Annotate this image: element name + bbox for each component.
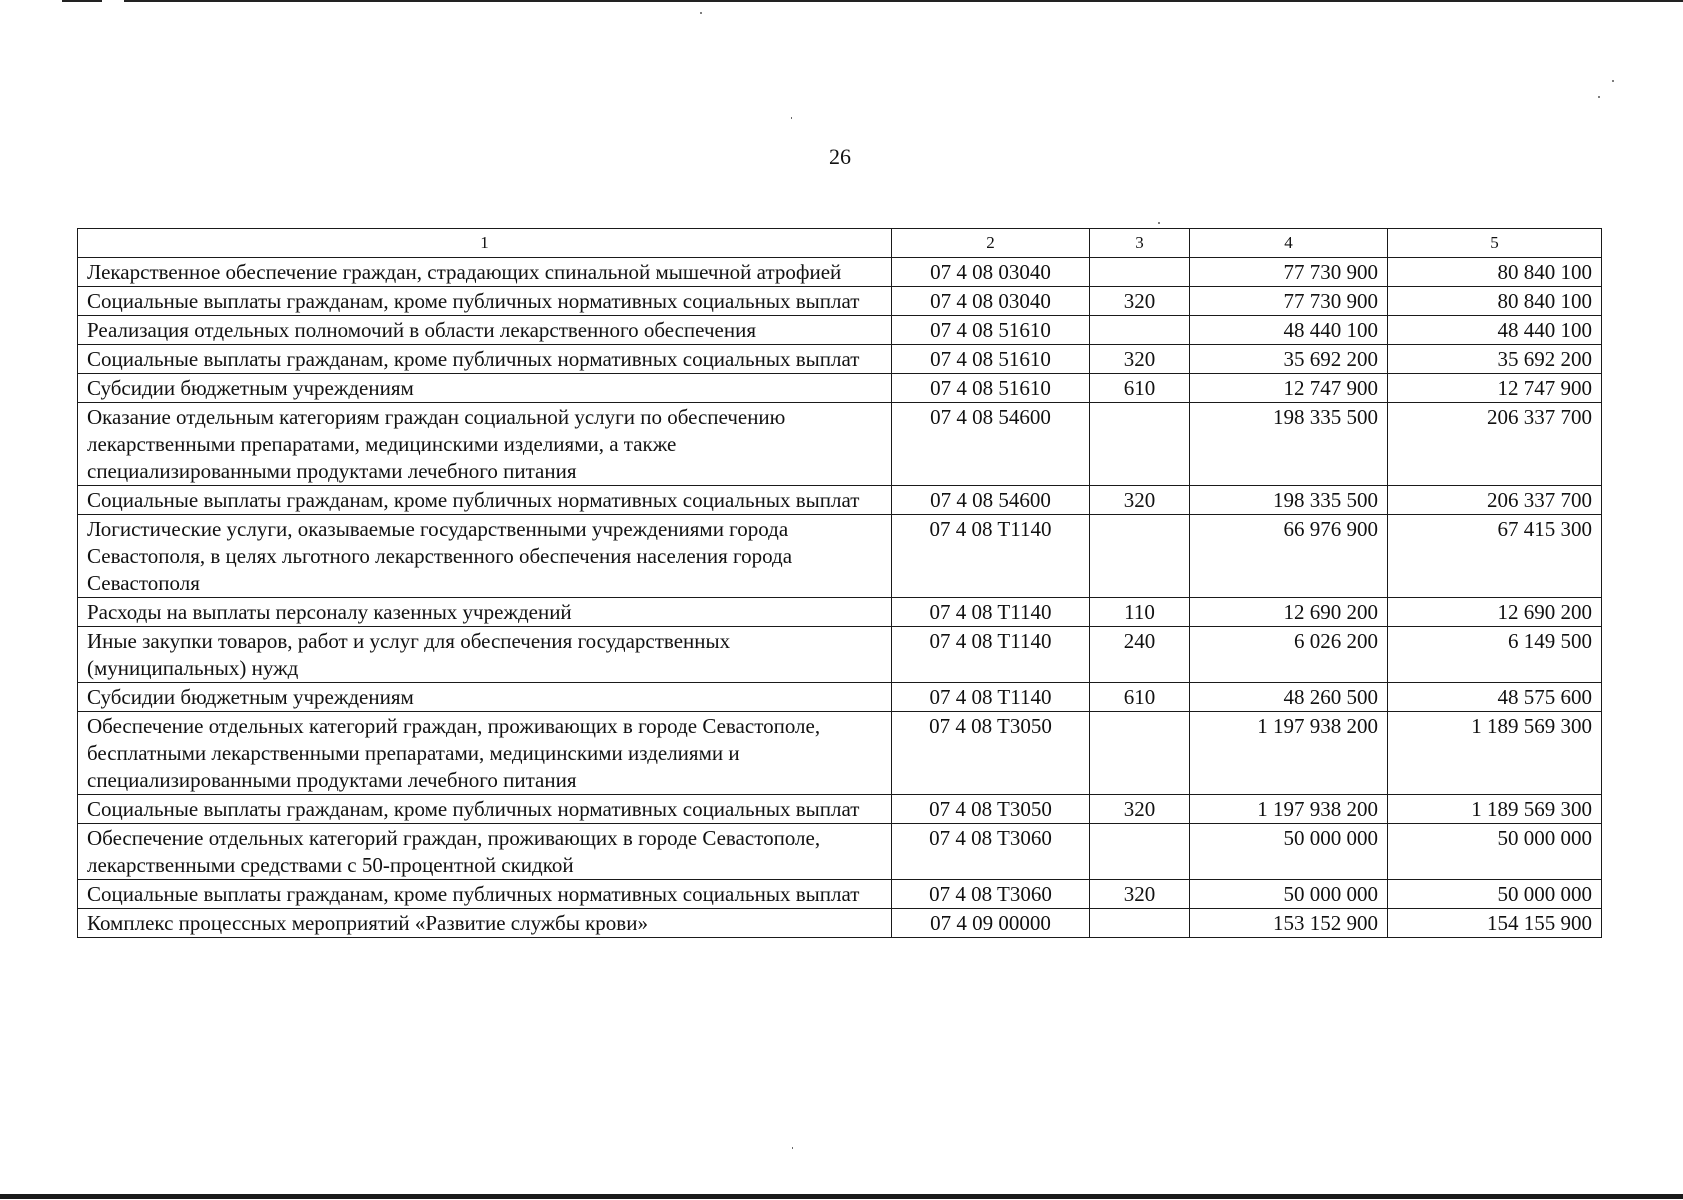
- row-amount-year1-cell: 48 440 100: [1190, 316, 1388, 345]
- row-expense-type-cell: 110: [1090, 598, 1190, 627]
- row-amount-year1-cell: 198 335 500: [1190, 486, 1388, 515]
- row-amount-year2-cell: 206 337 700: [1388, 403, 1602, 486]
- table-body: [78, 258, 1602, 938]
- row-amount-year1-cell: 153 152 900: [1190, 909, 1388, 938]
- row-expense-type-cell: 320: [1090, 486, 1190, 515]
- row-amount-year2-cell: 35 692 200: [1388, 345, 1602, 374]
- row-amount-year1-cell: 66 976 900: [1190, 515, 1388, 598]
- table-row: [78, 345, 1602, 374]
- row-expense-type-cell: 610: [1090, 374, 1190, 403]
- row-code-cell: 07 4 08 T1140: [892, 627, 1090, 683]
- row-expense-type-cell: 320: [1090, 287, 1190, 316]
- scan-edge-top-left: [62, 0, 102, 2]
- row-code-cell: 07 4 08 54600: [892, 486, 1090, 515]
- row-amount-year1-cell: 77 730 900: [1190, 258, 1388, 287]
- row-code-cell: 07 4 08 T3050: [892, 795, 1090, 824]
- table-row: [78, 627, 1602, 683]
- row-name-cell: Социальные выплаты гражданам, кроме публичных нормативных социальных выплат: [78, 880, 892, 909]
- row-code-cell: 07 4 08 T3060: [892, 880, 1090, 909]
- table-row: [78, 683, 1602, 712]
- table-row: [78, 403, 1602, 486]
- row-name-cell: Обеспечение отдельных категорий граждан, проживающих в городе Севастополе, бесплатными лекарственными препаратами, медицинскими изделиями и специализированными продуктами лечебного питания: [78, 712, 892, 795]
- row-amount-year1-cell: 35 692 200: [1190, 345, 1388, 374]
- scan-edge-top: [124, 0, 1683, 2]
- scan-speck: [1158, 222, 1160, 224]
- row-name-cell: Социальные выплаты гражданам, кроме публичных нормативных социальных выплат: [78, 795, 892, 824]
- row-expense-type-cell: [1090, 258, 1190, 287]
- row-amount-year2-cell: 80 840 100: [1388, 258, 1602, 287]
- row-expense-type-cell: 240: [1090, 627, 1190, 683]
- row-amount-year2-cell: 206 337 700: [1388, 486, 1602, 515]
- scan-speck: [792, 1147, 793, 1149]
- row-name-cell: Субсидии бюджетным учреждениям: [78, 374, 892, 403]
- row-amount-year2-cell: 48 575 600: [1388, 683, 1602, 712]
- column-header: 1: [78, 229, 892, 258]
- row-expense-type-cell: 320: [1090, 880, 1190, 909]
- table-header-row: [78, 229, 1602, 258]
- row-amount-year2-cell: 154 155 900: [1388, 909, 1602, 938]
- row-name-cell: Комплекс процессных мероприятий «Развитие службы крови»: [78, 909, 892, 938]
- row-amount-year1-cell: 48 260 500: [1190, 683, 1388, 712]
- row-code-cell: 07 4 08 T3050: [892, 712, 1090, 795]
- budget-table: [77, 228, 1602, 938]
- row-code-cell: 07 4 08 51610: [892, 374, 1090, 403]
- row-code-cell: 07 4 08 03040: [892, 258, 1090, 287]
- row-code-cell: 07 4 08 03040: [892, 287, 1090, 316]
- table-row: [78, 880, 1602, 909]
- row-expense-type-cell: [1090, 316, 1190, 345]
- row-code-cell: 07 4 08 T1140: [892, 598, 1090, 627]
- page-number: 26: [829, 144, 851, 169]
- row-name-cell: Реализация отдельных полномочий в области лекарственного обеспечения: [78, 316, 892, 345]
- row-amount-year2-cell: 67 415 300: [1388, 515, 1602, 598]
- table-row: [78, 374, 1602, 403]
- row-amount-year1-cell: 12 747 900: [1190, 374, 1388, 403]
- row-expense-type-cell: [1090, 712, 1190, 795]
- row-name-cell: Социальные выплаты гражданам, кроме публичных нормативных социальных выплат: [78, 287, 892, 316]
- row-expense-type-cell: [1090, 824, 1190, 880]
- column-header: 5: [1388, 229, 1602, 258]
- scan-speck: [1612, 80, 1614, 82]
- row-expense-type-cell: [1090, 515, 1190, 598]
- row-code-cell: 07 4 08 51610: [892, 316, 1090, 345]
- table-row: [78, 712, 1602, 795]
- row-code-cell: 07 4 08 T1140: [892, 683, 1090, 712]
- row-amount-year2-cell: 48 440 100: [1388, 316, 1602, 345]
- row-expense-type-cell: 320: [1090, 795, 1190, 824]
- table-row: [78, 515, 1602, 598]
- row-amount-year1-cell: 50 000 000: [1190, 824, 1388, 880]
- table-row: [78, 909, 1602, 938]
- table-row: [78, 258, 1602, 287]
- row-code-cell: 07 4 08 T1140: [892, 515, 1090, 598]
- row-amount-year1-cell: 6 026 200: [1190, 627, 1388, 683]
- row-name-cell: Расходы на выплаты персоналу казенных учреждений: [78, 598, 892, 627]
- row-name-cell: Лекарственное обеспечение граждан, страдающих спинальной мышечной атрофией: [78, 258, 892, 287]
- row-name-cell: Иные закупки товаров, работ и услуг для обеспечения государственных (муниципальных) нужд: [78, 627, 892, 683]
- scan-speck: [700, 12, 702, 14]
- row-amount-year2-cell: 80 840 100: [1388, 287, 1602, 316]
- row-name-cell: Логистические услуги, оказываемые государственными учреждениями города Севастополя, в целях льготного лекарственного обеспечения населения города Севастополя: [78, 515, 892, 598]
- table-row: [78, 824, 1602, 880]
- row-amount-year2-cell: 1 189 569 300: [1388, 712, 1602, 795]
- row-expense-type-cell: [1090, 909, 1190, 938]
- row-amount-year2-cell: 12 690 200: [1388, 598, 1602, 627]
- table-row: [78, 316, 1602, 345]
- row-amount-year2-cell: 1 189 569 300: [1388, 795, 1602, 824]
- scan-speck: [1598, 96, 1600, 98]
- table-row: [78, 287, 1602, 316]
- table-row: [78, 598, 1602, 627]
- row-code-cell: 07 4 08 T3060: [892, 824, 1090, 880]
- row-amount-year1-cell: 1 197 938 200: [1190, 712, 1388, 795]
- row-name-cell: Социальные выплаты гражданам, кроме публичных нормативных социальных выплат: [78, 486, 892, 515]
- row-expense-type-cell: [1090, 403, 1190, 486]
- row-code-cell: 07 4 08 54600: [892, 403, 1090, 486]
- row-name-cell: Обеспечение отдельных категорий граждан, проживающих в городе Севастополе, лекарственными средствами с 50-процентной скидкой: [78, 824, 892, 880]
- table-row: [78, 486, 1602, 515]
- row-amount-year2-cell: 6 149 500: [1388, 627, 1602, 683]
- row-amount-year2-cell: 50 000 000: [1388, 880, 1602, 909]
- row-amount-year1-cell: 1 197 938 200: [1190, 795, 1388, 824]
- table-row: [78, 795, 1602, 824]
- row-code-cell: 07 4 08 51610: [892, 345, 1090, 374]
- column-header: 3: [1090, 229, 1190, 258]
- scan-speck: [791, 117, 792, 119]
- row-amount-year2-cell: 12 747 900: [1388, 374, 1602, 403]
- column-header: 2: [892, 229, 1090, 258]
- row-amount-year1-cell: 198 335 500: [1190, 403, 1388, 486]
- column-header: 4: [1190, 229, 1388, 258]
- row-name-cell: Социальные выплаты гражданам, кроме публичных нормативных социальных выплат: [78, 345, 892, 374]
- row-code-cell: 07 4 09 00000: [892, 909, 1090, 938]
- scan-edge-bottom: [0, 1194, 1683, 1199]
- row-amount-year2-cell: 50 000 000: [1388, 824, 1602, 880]
- row-amount-year1-cell: 77 730 900: [1190, 287, 1388, 316]
- row-amount-year1-cell: 12 690 200: [1190, 598, 1388, 627]
- row-expense-type-cell: 610: [1090, 683, 1190, 712]
- row-expense-type-cell: 320: [1090, 345, 1190, 374]
- row-name-cell: Субсидии бюджетным учреждениям: [78, 683, 892, 712]
- row-name-cell: Оказание отдельным категориям граждан социальной услуги по обеспечению лекарственными препаратами, медицинскими изделиями, а также специализированными продуктами лечебного питания: [78, 403, 892, 486]
- row-amount-year1-cell: 50 000 000: [1190, 880, 1388, 909]
